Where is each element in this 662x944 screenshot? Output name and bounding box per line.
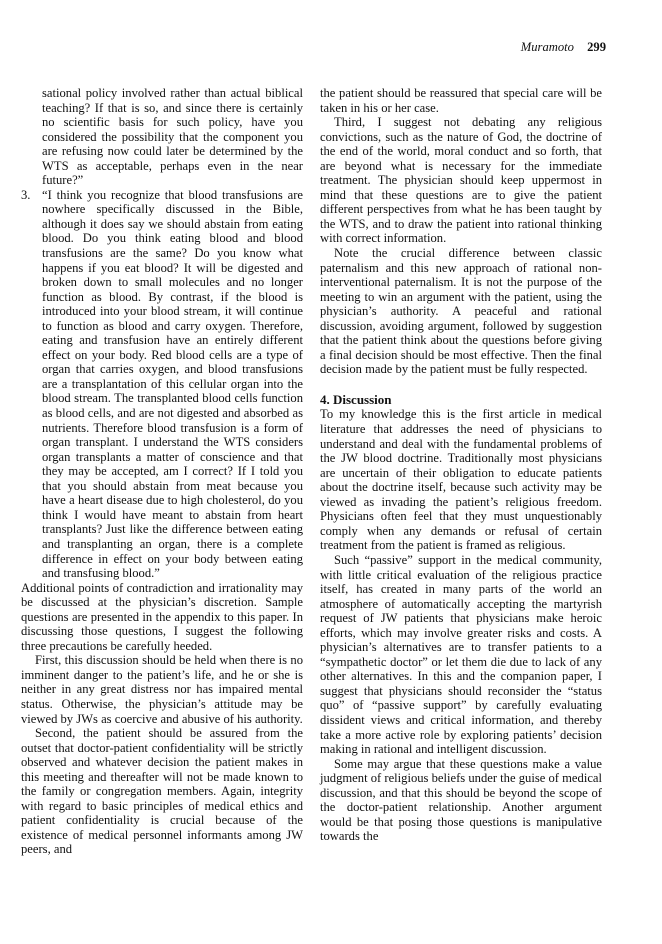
- right-column: [320, 86, 602, 844]
- running-author: Muramoto: [520, 40, 574, 54]
- page-number: 299: [587, 40, 606, 54]
- list-item-3-text: “I think you recognize that blood transfusions are nowhere specifically discussed in the Bible, although it does say we should abstain from eating blood. Do you think eating blood and blood transfusions are the same? Do you know what happens if you eat blood? It will be digested and broken down to small molecules and no longer function as blood. By contrast, if the blood is introduced into your blood stream, it will continue to function as blood and carry oxygen. Therefore, eating and transfusion have an entirely different effect on your body. Red blood cells are a type of organ that carries oxygen, and blood transfusions are a transplantation of this cellular organ into the blood stream. The transplanted blood cells function as blood cells, and are not digested and absorbed as nutrients. Therefore blood transfusion is a form of organ transplant. I understand the WTS considers organ transplants a matter of conscience and that they may be accepted, am I correct? If I told you that you should abstain from meat because you have a heart disease due to high cholesterol, do you think I would have meant to abstain from heart transplants? Just like the difference between eating and transplanting an organ, there is a complete difference in effect on your body between eating and transfusing blood.”: [42, 187, 303, 581]
- list-item-2-continuation: sational policy involved rather than actual biblical teaching? If that is so, and since there is certainly no scientific basis for such policy, have you considered the possibility that the component you are refusing now could later be determined by the WTS as acceptable, perhaps even in the near future?”: [42, 86, 303, 188]
- paragraph-second-precaution: Second, the patient should be assured from the outset that doctor-patient confidentiality will be strictly observed and whatever decision the patient makes in this meeting and thereafter will not be made known to the family or congregation members. Again, integrity with regard to basic principles of medical ethics and patient confidentiality is crucial because of the existence of medical personnel informants among JW peers, and: [21, 726, 303, 857]
- paragraph-passive-support: Such “passive” support in the medical community, with little critical evaluation of the religious practice itself, has created in many parts of the world an atmosphere of automatically accepting the martyrish request of JW patients that physicians make heroic efforts, which may involve greater risks and costs. A physician’s alternatives are to transfer patients to a “sympathetic doctor” or let them die due to lack of any other alternatives. In this and the companion paper, I suggest that physicians should reconsider the “status quo” of “passive support” by carefully evaluating dissident views and critical information, and thereby take a more active role by exploring patients’ decision making in rational and intelligent discussion.: [320, 552, 602, 757]
- paragraph-third-precaution: Third, I suggest not debating any religious convictions, such as the nature of God, the doctrine of the end of the world, moral conduct and so forth, that are beyond what is necessary for the immediate treatment. The physician should keep uppermost in mind that these questions are to give the patient different perspectives from what he has been taught by the WTS, and to draw the patient into rational thinking with correct information.: [320, 115, 602, 246]
- list-item-3-number: 3.: [21, 187, 31, 202]
- paragraph-value-judgment: Some may argue that these questions make a value judgment of religious beliefs under the guise of medical discussion, and that this should be beyond the scope of the doctor-patient relationship. Another argument would be that posing those questions is manipulative towards the: [320, 756, 602, 844]
- paragraph-second-continuation: the patient should be reassured that special care will be taken in his or her case.: [320, 86, 602, 115]
- section-heading-discussion: 4. Discussion: [320, 391, 392, 407]
- paragraph-additional-points: Additional points of contradiction and irrationality may be discussed at the physician’s discretion. Sample questions are presented in the appendix to this paper. In discussing those questions, I suggest the following three precautions be carefully heeded.: [21, 580, 303, 653]
- list-item-3: [21, 188, 303, 581]
- paragraph-first-precaution: First, this discussion should be held when there is no imminent danger to the patient’s life, and he or she is neither in any great distress nor has impaired mental status. Otherwise, the physician’s attitude may be viewed by JWs as coercive and abusive of his authority.: [21, 653, 303, 726]
- left-column: [21, 86, 303, 857]
- running-header: [521, 40, 606, 55]
- paragraph-discussion-intro: To my knowledge this is the first article in medical literature that addresses the need of physicians to understand and deal with the fundamental problems of the JW blood doctrine. Traditionally most physicians are uncertain of their obligation to educate patients about the doctrine itself, because such activity may be viewed as invading the patient’s religious freedom. Physicians often feel that they must unquestionably comply when any demands or refusal of certain treatment from the patient is framed as religious.: [320, 407, 602, 553]
- paragraph-paternalism-note: Note the crucial difference between classic paternalism and this new approach of rational non-interventional paternalism. It is not the purpose of the meeting to win an argument with the patient, using the physician’s authority. A peaceful and rational discussion, avoiding argument, followed by suggestion that the patient think about the questions before giving a final decision should be most effective. Then the final decision made by the patient must be fully respected.: [320, 246, 602, 377]
